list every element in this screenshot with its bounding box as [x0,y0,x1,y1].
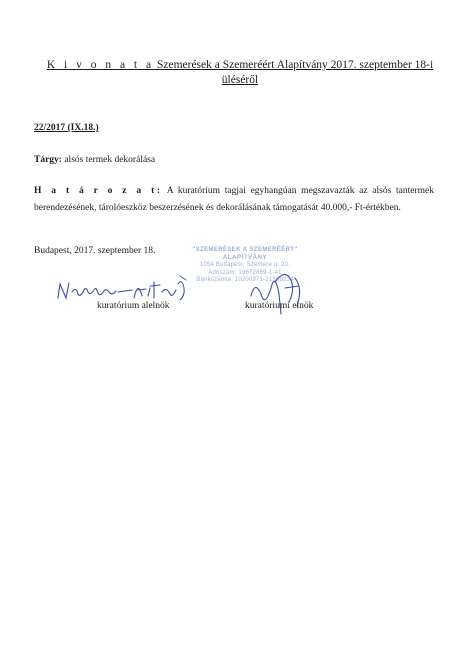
vice-president-role: kuratórium alelnök [97,301,170,311]
title-line-2: üléséről [221,74,259,86]
title-spaced-word: K i v o n a t a [46,59,155,71]
resolution-number: 22/2017 (IX.18.) [34,123,99,133]
subject-text: alsós termek dekorálása [61,155,156,165]
subject-line [34,155,155,165]
decision-label: H a t á r o z a t: [34,186,163,196]
president-role: kuratóriumi elnök [245,301,314,311]
title-line-1 [40,58,440,73]
stamp-line-4: Adószám: 19672869-1-41 [208,269,282,276]
stamp-line-5: Bankszámla: 10200971-21509234 [196,277,294,283]
stamp-line-3: 1054 Budapest, Szemere u. 20. [199,262,291,268]
subject-label: Tárgy: [34,155,62,165]
decision-text: A kuratórium tagjai egyhangúan megszavazták az alsós tantermek berendezésének, tárolóeszköz beszerzésének és dekorálásának támogatását 40.000,- Ft-értékben. [34,186,434,213]
decision-paragraph [34,183,434,217]
title-line-1-rest: Szemerések a Szemeréért Alapítvány 2017. szeptember 18-i [154,59,434,71]
stamp-line-2: ALAPÍTVÁNY [222,254,268,261]
place-and-date: Budapest, 2017. szeptember 18. [34,246,156,256]
document-title [40,58,440,88]
stamp-line-1: "SZEMERÉSEK A SZEMERÉÉRT" [192,247,298,253]
